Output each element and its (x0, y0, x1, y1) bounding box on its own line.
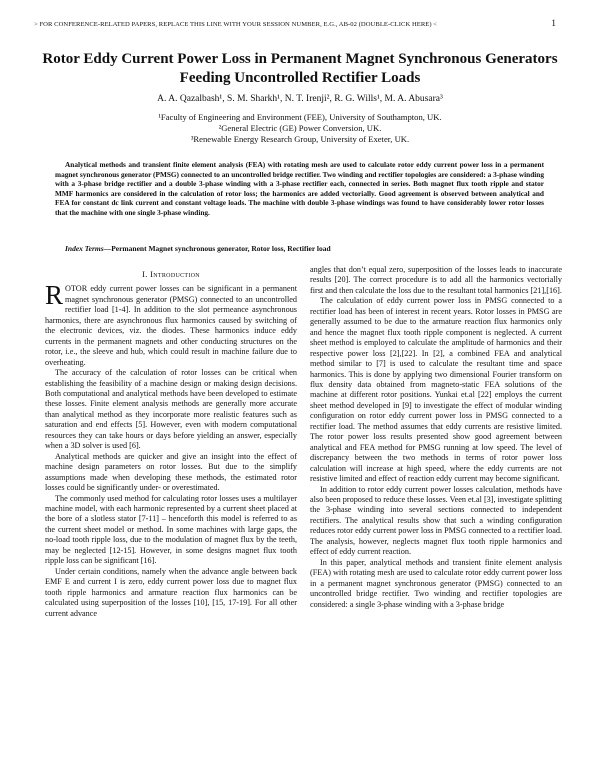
page-number: 1 (551, 19, 556, 29)
intro-paragraph-2: The accuracy of the calculation of rotor losses can be critical when establishing the feasibility of a machine design or making design decisions. Both computational and analytical methods have been developed to estimate these losses. Finite element analysis methods are generally more accurate than analytical method as they incorporate more realistic features such as saturation and end effects [5]. However, even with modern computational resources they can take hours or days before yielding an answer, especially when a 3D solver is used [6]. (45, 368, 297, 451)
affiliation-2: ²General Electric (GE) Power Conversion, UK. (218, 123, 382, 134)
right-paragraph-2: The calculation of eddy current power loss in PMSG connected to a rectifier load has been of interest in recent years. Rotor losses in PMSG are generally assumed to be due to the armature reaction flux harmonics only and hence the magnet flux tooth ripple component is neglected. A current sheet method is employed to calculate the amplitude of harmonics and their respective power loss [2],[22]. In [2], a combined FEA and analytical method similar to [7] is used to calculate the resultant time and space harmonics. This is done by applying two dimensional Fourier transform on flux density data obtained from magneto-static FEA solutions of the machine at different rotor positions. Yunkai et.al [22] employs the current sheet method developed in [9] to investigate the effect of modular winding configuration on rotor eddy current power loss in PMSG connected to a rectifier load. The method assumes that eddy currents are resistive limited. The rotor power loss results presented show good agreement between analytical and FEA method for PMSG running at low speed. The level of discrepancy between the two methods in terms of rotor power loss calculation will increase at high speed, where the eddy currents are not resistive limited and effect of reaction eddy current may become significant. (310, 296, 562, 484)
intro-paragraph-1-text: OTOR eddy current power losses can be significant in a permanent magnet synchronous generator (PMSG) connected to an uncontrolled rectifier load [1-4]. In addition to the slot permeance asynchronous harmonics, there are asynchronous flux harmonics caused by switching of the electronic devices, viz. the diodes. These harmonics induce eddy currents in the permanent magnets and other conducting structures on the rotor, i.e., the sleeve and hub, which could result in machine failure due to overheating. (45, 284, 297, 367)
affiliations (40, 112, 560, 146)
affiliation-1: ¹Faculty of Engineering and Environment (FEE), University of Southampton, UK. (158, 112, 442, 122)
right-column (310, 265, 562, 765)
intro-paragraph-4: The commonly used method for calculating rotor losses uses a multilayer machine model, with each harmonic represented by a current sheet placed at the bore of a slotless stator [7-11] – henceforth this model is referred to as the current sheet model or method. In some machines with large gaps, the no-load tooth ripple loss, due to the modulation of magnet flux by the teeth, may be neglected [12-15]. However, in some designs magnet flux tooth ripple loss can be significant [16]. (45, 493, 297, 566)
right-paragraph-3: In addition to rotor eddy current power losses calculation, methods have also been proposed to reduce these losses. Veen et.al [3], investigate splitting the 3-phase winding into several sections connected to independent rectifiers. The analytical results show that such a winding configuration reduces rotor eddy current power loss in PMSG connected to a rectifier load. The analysis, however, neglects magnet flux tooth ripple harmonics and effect of eddy current reaction. (310, 484, 562, 557)
right-paragraph-1: angles that don’t equal zero, superposition of the losses leads to inaccurate results [20]. The correct procedure is to add all the harmonics vectorially first and then calculate the loss due to the resultant total harmonics [21],[16]. (310, 265, 562, 295)
affiliation-3: ³Renewable Energy Research Group, University of Exeter, UK. (190, 134, 410, 145)
index-terms-label: Index Terms (65, 244, 104, 253)
drop-cap: R (45, 280, 64, 311)
paper-title: Rotor Eddy Current Power Loss in Permanent Magnet Synchronous Generators Feeding Uncontrolled Rectifier Loads (42, 51, 558, 86)
left-column (45, 265, 297, 765)
index-terms (55, 244, 544, 253)
intro-paragraph-1 (45, 280, 297, 368)
running-head: > FOR CONFERENCE-RELATED PAPERS, REPLACE THIS LINE WITH YOUR SESSION NUMBER, E.G., AB-02 (DOUBLE-CLICK HERE) < (34, 21, 438, 28)
index-terms-text: —Permanent Magnet synchronous generator, Rotor loss, Rectifier load (103, 244, 331, 253)
section-heading-introduction: I. Introduction (142, 269, 200, 279)
intro-paragraph-5: Under certain conditions, namely when the advance angle between back EMF E and current I is zero, eddy current power loss due to magnet flux tooth ripple harmonics and armature reaction flux harmonics can be calculated using superposition of the losses [10], [15, 17-19]. For all other current advance (45, 566, 297, 618)
abstract: Analytical methods and transient finite element analysis (FEA) with rotating mesh are used to calculate rotor eddy current power loss in a permanent magnet synchronous generator (PMSG) connected to an uncontrolled bridge rectifier. Two winding and rectifier topologies are considered: a 3-phase winding with a 3-phase bridge rectifier and a double 3-phase winding with a 3-phase rectifier each, connected in series. Both magnet flux tooth ripple and stator MMF harmonics are considered in the calculation of rotor loss; the harmonics are added vectorially. Good agreement is observed between analytical and FEA for constant dc link current and constant voltage loads. The machine with double 3-phase windings was found to have considerably lower rotor losses that the machine with one single 3-phase winding. (55, 160, 544, 217)
author-list: A. A. Qazalbash¹, S. M. Sharkh¹, N. T. Irenji², R. G. Wills¹, M. A. Abusara³ (157, 94, 443, 104)
intro-paragraph-3: Analytical methods are quicker and give an insight into the effect of machine design parameters on rotor losses. But due to the simplify assumptions made when developing these methods, the estimated rotor losses could be significantly under- or overestimated. (45, 451, 297, 493)
right-paragraph-4: In this paper, analytical methods and transient finite element analysis (FEA) with rotating mesh are used to calculate rotor eddy current power loss in a permanent magnet synchronous generator (PMSG) connected to an uncontrolled bridge rectifier. Two winding and rectifier topologies are considered: a single 3-phase winding with a 3-phase bridge (310, 557, 562, 609)
